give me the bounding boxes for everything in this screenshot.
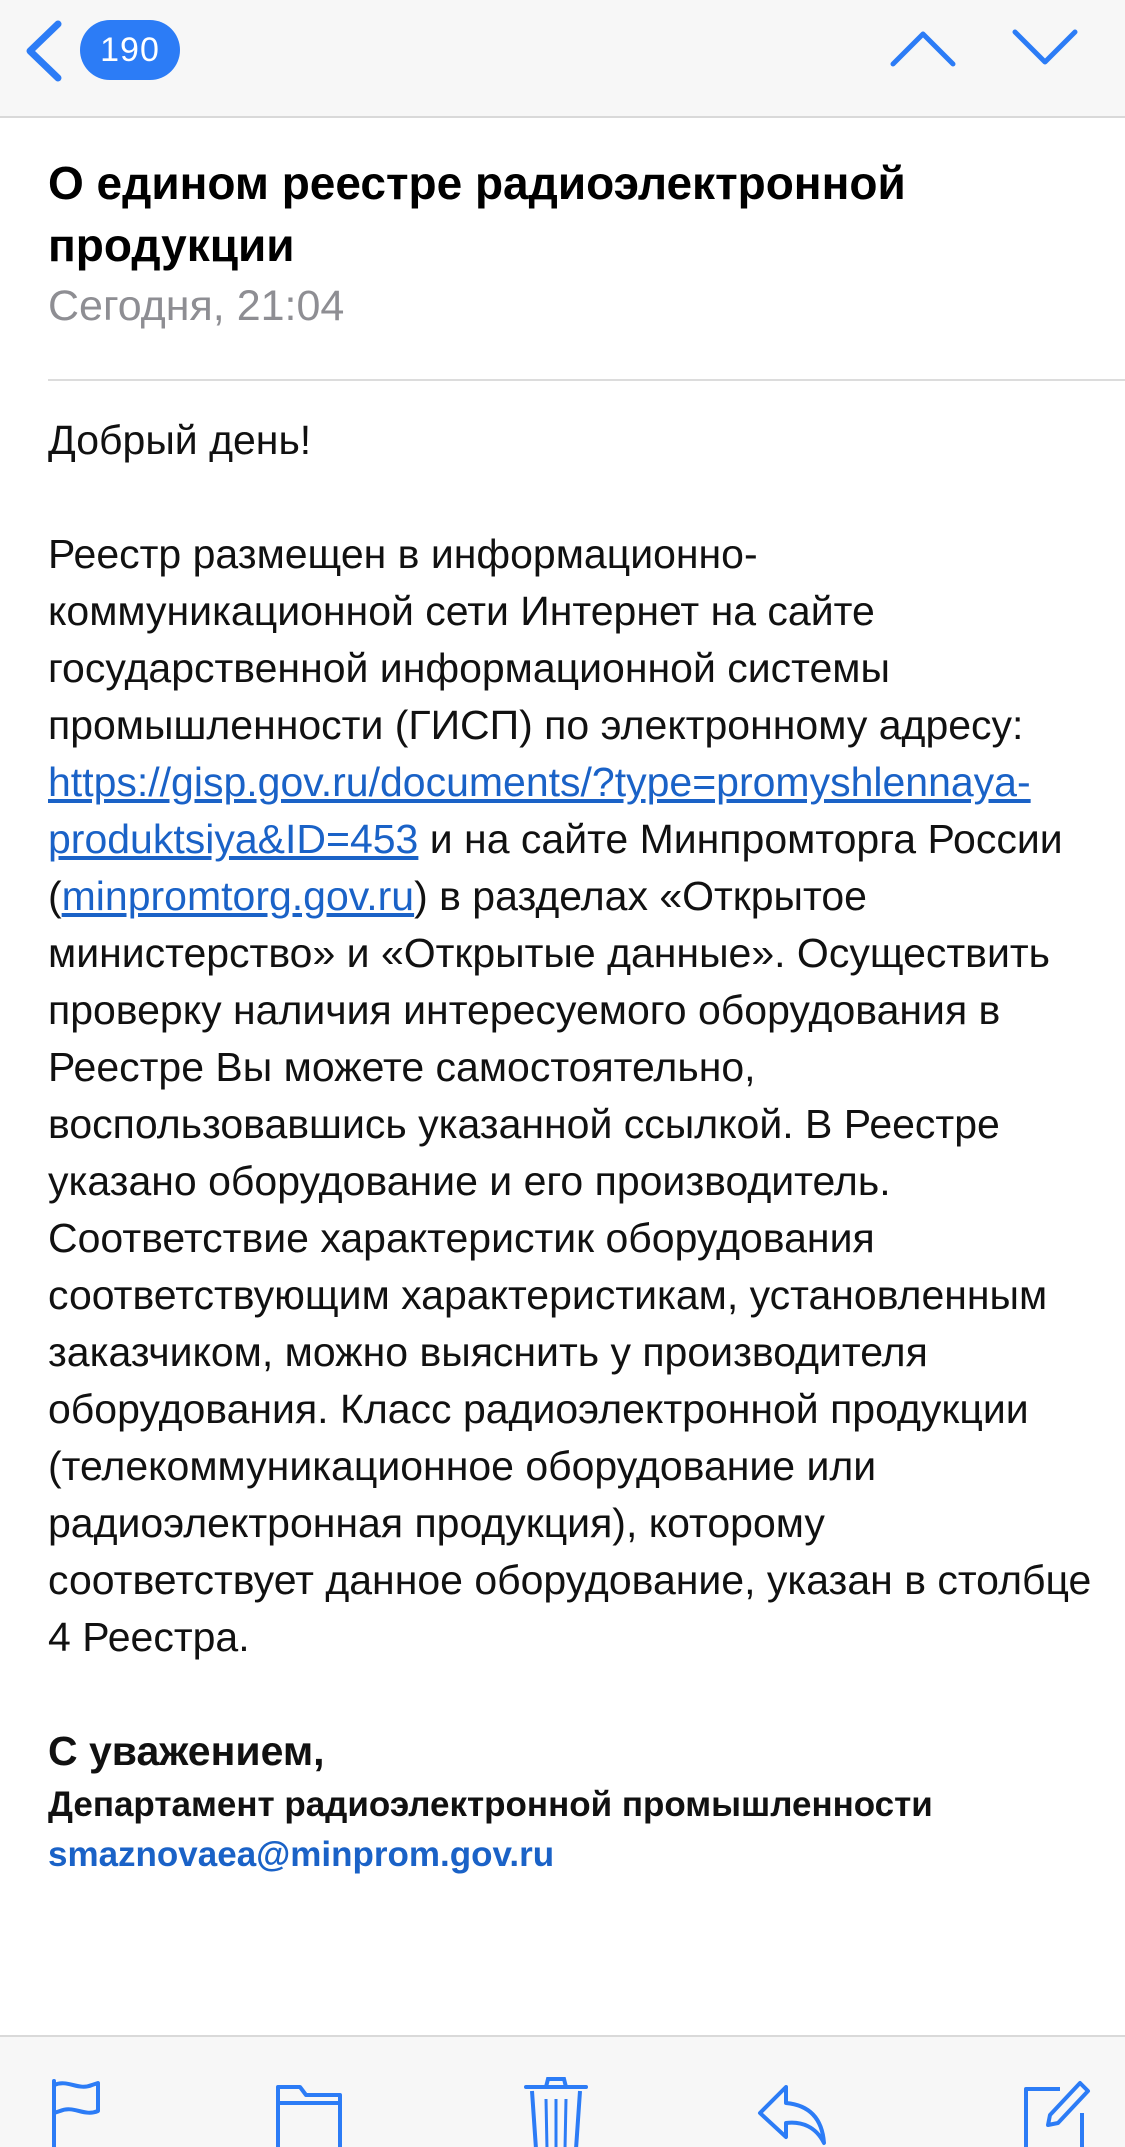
body-text-part-2: и на сайте Минпромторга России ( [48, 816, 1063, 919]
greeting: Добрый день! [48, 417, 312, 463]
folder-icon[interactable] [274, 2077, 346, 2147]
signature-email-link[interactable]: smaznovaea@minprom.gov.ru [48, 1835, 555, 1874]
reply-icon[interactable] [756, 2077, 828, 2147]
minpromtorg-link[interactable]: minpromtorg.gov.ru [61, 873, 415, 919]
email-subject: О едином реестре радиоэлектронной продукции [48, 157, 906, 271]
trash-icon[interactable] [522, 2077, 594, 2147]
gisp-registry-link[interactable]: https://gisp.gov.ru/documents/?type=promyshlennaya-produktsiya&ID=453 [48, 759, 1031, 862]
chevron-down-icon[interactable] [1010, 24, 1080, 72]
signature-closing: С уважением, [48, 1728, 325, 1774]
chevron-up-icon[interactable] [888, 24, 958, 72]
chevron-left-icon [20, 16, 68, 86]
back-button[interactable] [20, 14, 210, 84]
compose-icon[interactable] [1020, 2077, 1092, 2147]
unread-count-badge: 190 [80, 20, 180, 80]
signature-department: Департамент радиоэлектронной промышленности [48, 1785, 933, 1824]
body-paragraph [48, 526, 1098, 1666]
header-divider [48, 379, 1125, 381]
body-text-part-3: ) в разделах «Открытое министерство» и «Открытые данные». Осуществить проверку наличия интересуемого оборудования в Реестре Вы можете самостоятельно, воспользовавшись указанной ссылкой. В Реестре указано оборудование и его производитель. Соответствие характеристик оборудования соответствующим характеристикам, установленным заказчиком, можно выяснить у производителя оборудования. Класс радиоэлектронной продукции (телекоммуникационное оборудование или радиоэлектронная продукция), которому соответствует данное оборудование, указан в столбце 4 Реестра. [48, 873, 1092, 1660]
body-text-part-1: Реестр размещен в информационно-коммуникационной сети Интернет на сайте государственной информационной системы промышленности (ГИСП) по электронному адресу: [48, 531, 1024, 748]
bottom-toolbar [0, 2035, 1125, 2147]
email-body [48, 412, 1098, 1880]
navigation-bar [0, 0, 1125, 118]
email-date: Сегодня, 21:04 [48, 282, 345, 330]
flag-icon[interactable] [46, 2077, 118, 2147]
